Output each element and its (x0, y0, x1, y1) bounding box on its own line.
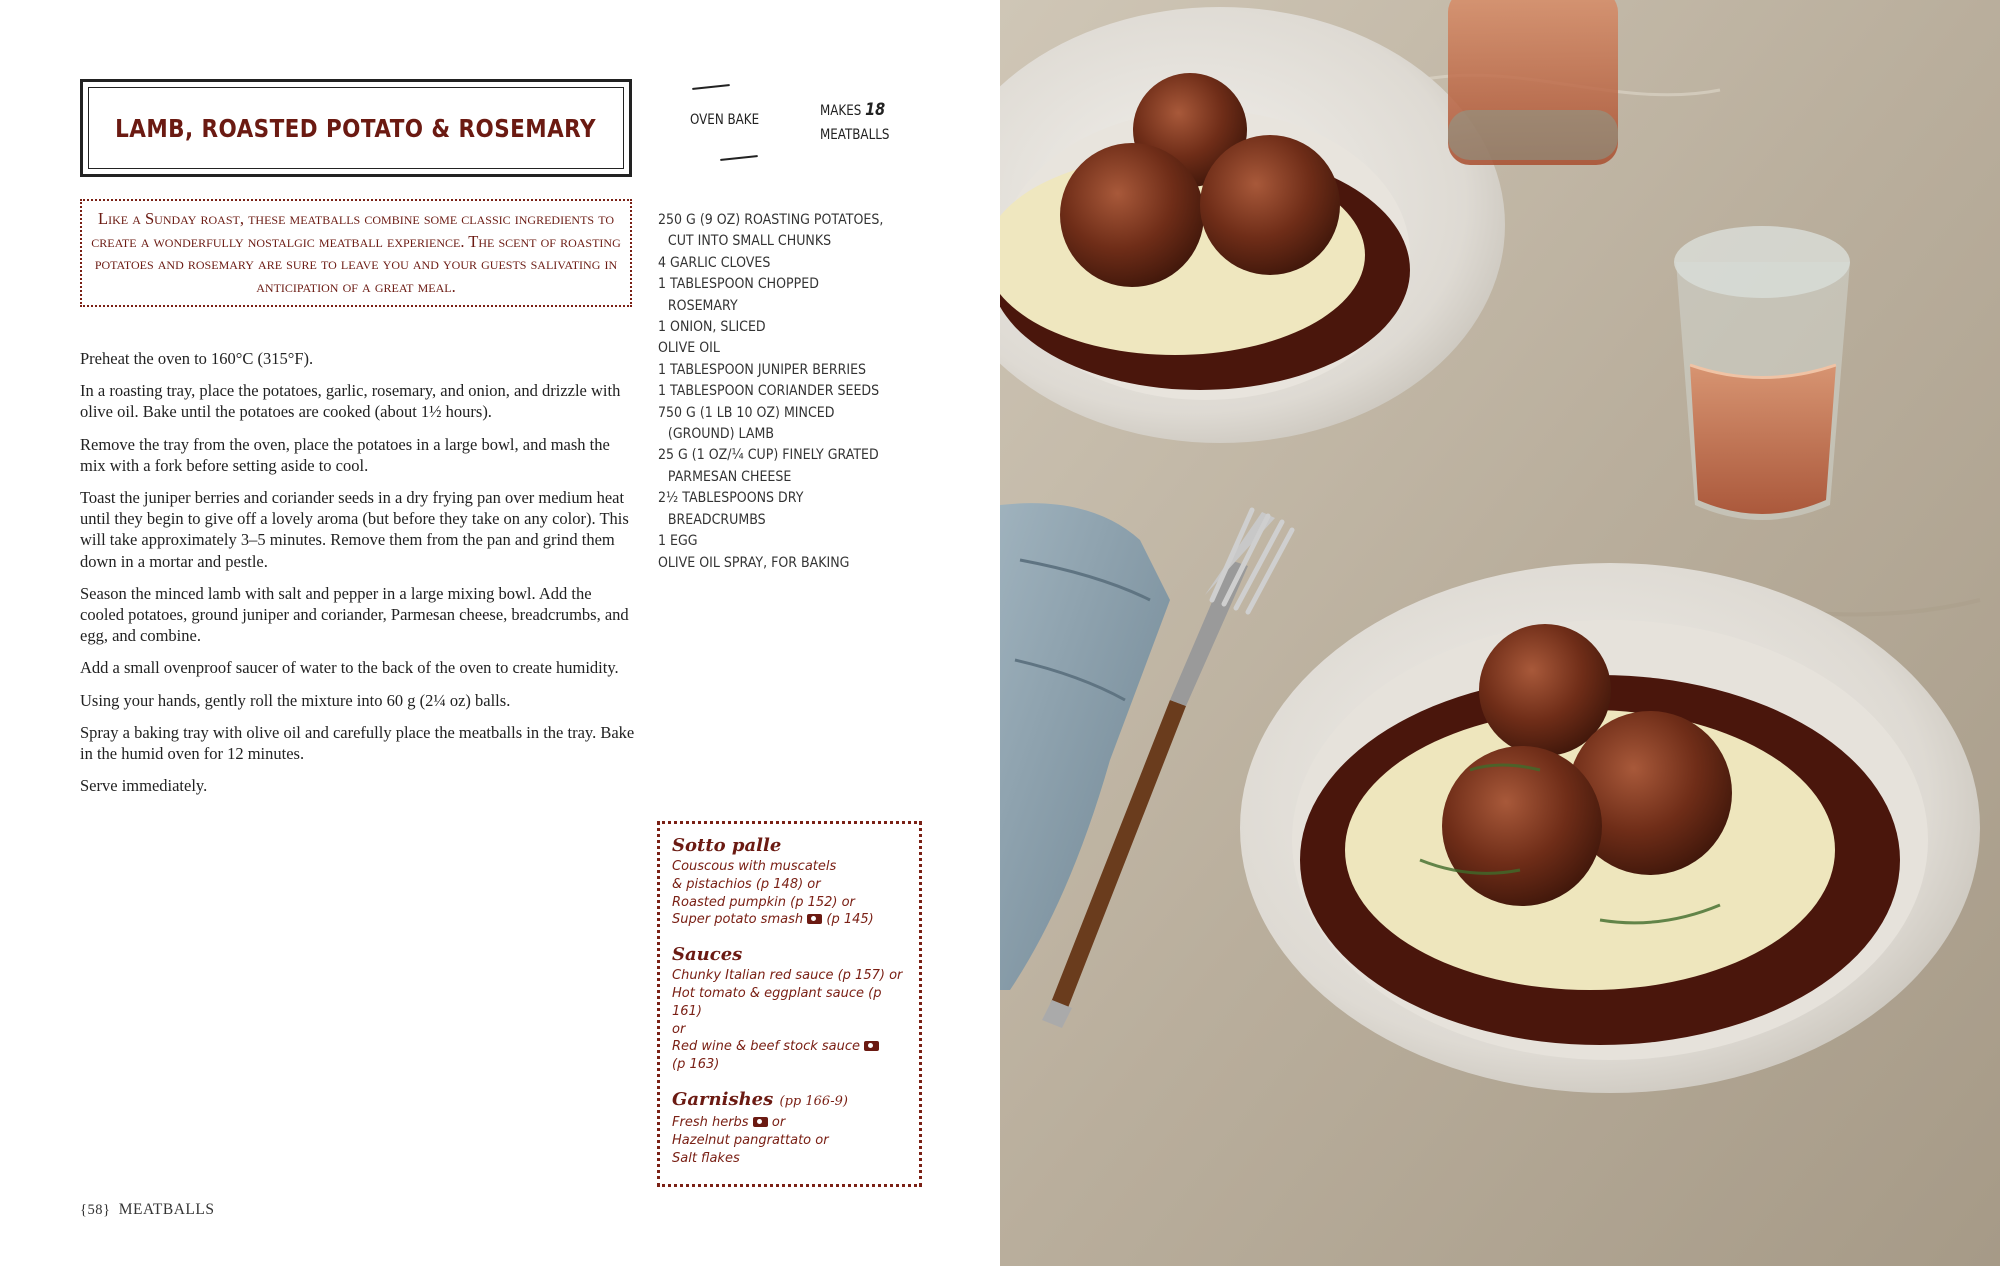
ingredient-line: 4 GARLIC CLOVES (658, 254, 771, 271)
camera-icon (864, 1041, 879, 1051)
page-number: 58 (87, 1202, 103, 1218)
method-step: In a roasting tray, place the potatoes, garlic, rosemary, and onion, and drizzle with olive oil. Bake until the potatoes are cooked (about 1½ hours). (80, 381, 621, 422)
oven-bake-bottom-line (720, 155, 758, 161)
method-step: Toast the juniper berries and coriander seeds in a dry frying pan over medium heat until they begin to give off a lovely aroma (but before they take on any color). This will take approximately 3–5 minutes. Remove them from the pan and grind them down in a mortar and pestle. (80, 488, 629, 571)
sotto-palle-list (672, 858, 907, 929)
ingredient-line: OLIVE OIL SPRAY, FOR BAKING (658, 554, 850, 571)
intro-box (80, 199, 632, 307)
method-step: Preheat the oven to 160°C (315°F). (80, 349, 314, 368)
meatball (1060, 143, 1204, 287)
garnishes-ref: (pp 166-9) (779, 1093, 848, 1109)
ingredient-line: (GROUND) LAMB (667, 426, 774, 443)
ingredient-line: ROSEMARY (667, 297, 738, 314)
sauces-list (672, 967, 907, 1074)
ingredient-line: 1 ONION, SLICED (658, 319, 766, 336)
method-step: Spray a baking tray with olive oil and carefully place the meatballs in the tray. Bake in the humid oven for 12 minutes. (80, 722, 635, 764)
sauce-line: (p 163) (672, 1057, 720, 1073)
section-name: MEATBALLS (118, 1201, 215, 1218)
ingredient-line: 1 TABLESPOON CHOPPED (658, 276, 819, 293)
garnish-line: Fresh herbs (672, 1114, 749, 1130)
oven-bake-top-line (692, 84, 730, 90)
ingredient-line: 1 EGG (658, 533, 698, 550)
garnish-line: Hazelnut pangrattato or (672, 1132, 829, 1148)
garnishes-heading (672, 1088, 907, 1114)
garnish-line: Salt flakes (672, 1150, 740, 1166)
meatball (1200, 135, 1340, 275)
ingredient-line: 1 TABLESPOON JUNIPER BERRIES (658, 361, 867, 378)
recipe-intro: Like a Sunday roast, these meatballs combine some classic ingredients to create a wonderfully nostalgic meatball experience. The scent of roasting potatoes and rosemary are sure to leave you and your guests salivating in anticipation of a great meal. (91, 209, 621, 296)
ingredient-line: OLIVE OIL (658, 340, 720, 357)
ingredients-list (658, 210, 958, 574)
ingredient-line: 2½ TABLESPOONS DRY (658, 490, 804, 507)
makes-count: 18 (865, 100, 886, 120)
sotto-line: Roasted pumpkin (p 152) or (672, 894, 855, 910)
ingredient-line: BREADCRUMBS (667, 511, 766, 528)
method-step: Add a small ovenproof saucer of water to the back of the oven to create humidity. (80, 658, 619, 678)
sotto-line: & pistachios (p 148) or (672, 876, 821, 892)
recipe-title: LAMB, ROASTED POTATO & ROSEMARY (115, 113, 597, 143)
sauces-heading: Sauces (672, 944, 743, 966)
sauce-line: Hot tomato & eggplant sauce (p 161) (672, 985, 882, 1019)
camera-icon (753, 1117, 768, 1127)
makes-label (820, 98, 889, 147)
garnishes-title: Garnishes (672, 1088, 774, 1110)
ingredient-line: PARMESAN CHEESE (667, 468, 792, 485)
garnish-line: or (771, 1114, 786, 1130)
sotto-line: (p 145) (826, 912, 874, 928)
ingredient-line: 1 TABLESPOON CORIANDER SEEDS (658, 383, 880, 400)
ingredient-line: 750 G (1 LB 10 OZ) MINCED (658, 404, 835, 421)
meatball (1442, 746, 1602, 906)
ingredient-line: 25 G (1 OZ/¼ CUP) FINELY GRATED (658, 447, 879, 464)
method-step: Serve immediately. (80, 776, 208, 796)
title-frame (80, 79, 632, 177)
ingredient-line: CUT INTO SMALL CHUNKS (667, 233, 832, 250)
recipe-photo (1000, 0, 2000, 1266)
garnishes-list (672, 1114, 907, 1167)
sauce-line: or (672, 1021, 686, 1037)
sotto-palle-heading: Sotto palle (672, 835, 782, 856)
makes-word: MAKES (820, 103, 862, 119)
ingredient-line: 250 G (9 OZ) ROASTING POTATOES, (658, 212, 884, 228)
sauce-line: Red wine & beef stock sauce (672, 1039, 861, 1055)
sauce-line: Chunky Italian red sauce (p 157) or (672, 968, 903, 984)
method-steps (80, 348, 635, 807)
title-frame-inner (88, 87, 624, 169)
method-step: Using your hands, gently roll the mixture into 60 g (2¼ oz) balls. (80, 690, 511, 710)
serving-suggestions-box (657, 821, 922, 1187)
page-footer: {58} MEATBALLS (80, 1201, 215, 1218)
camera-icon (807, 914, 822, 924)
method-step: Remove the tray from the oven, place the potatoes in a large bowl, and mash the mix with a fork before setting aside to cool. (80, 434, 610, 475)
method-step: Season the minced lamb with salt and pepper in a large mixing bowl. Add the cooled potatoes, ground juniper and coriander, Parmesan cheese, breadcrumbs, and egg, and combine. (80, 583, 629, 646)
oven-bake-label: OVEN BAKE (690, 112, 760, 128)
makes-unit: MEATBALLS (820, 127, 890, 143)
sotto-line: Super potato smash (672, 912, 804, 928)
sotto-line: Couscous with muscatels (672, 859, 837, 874)
